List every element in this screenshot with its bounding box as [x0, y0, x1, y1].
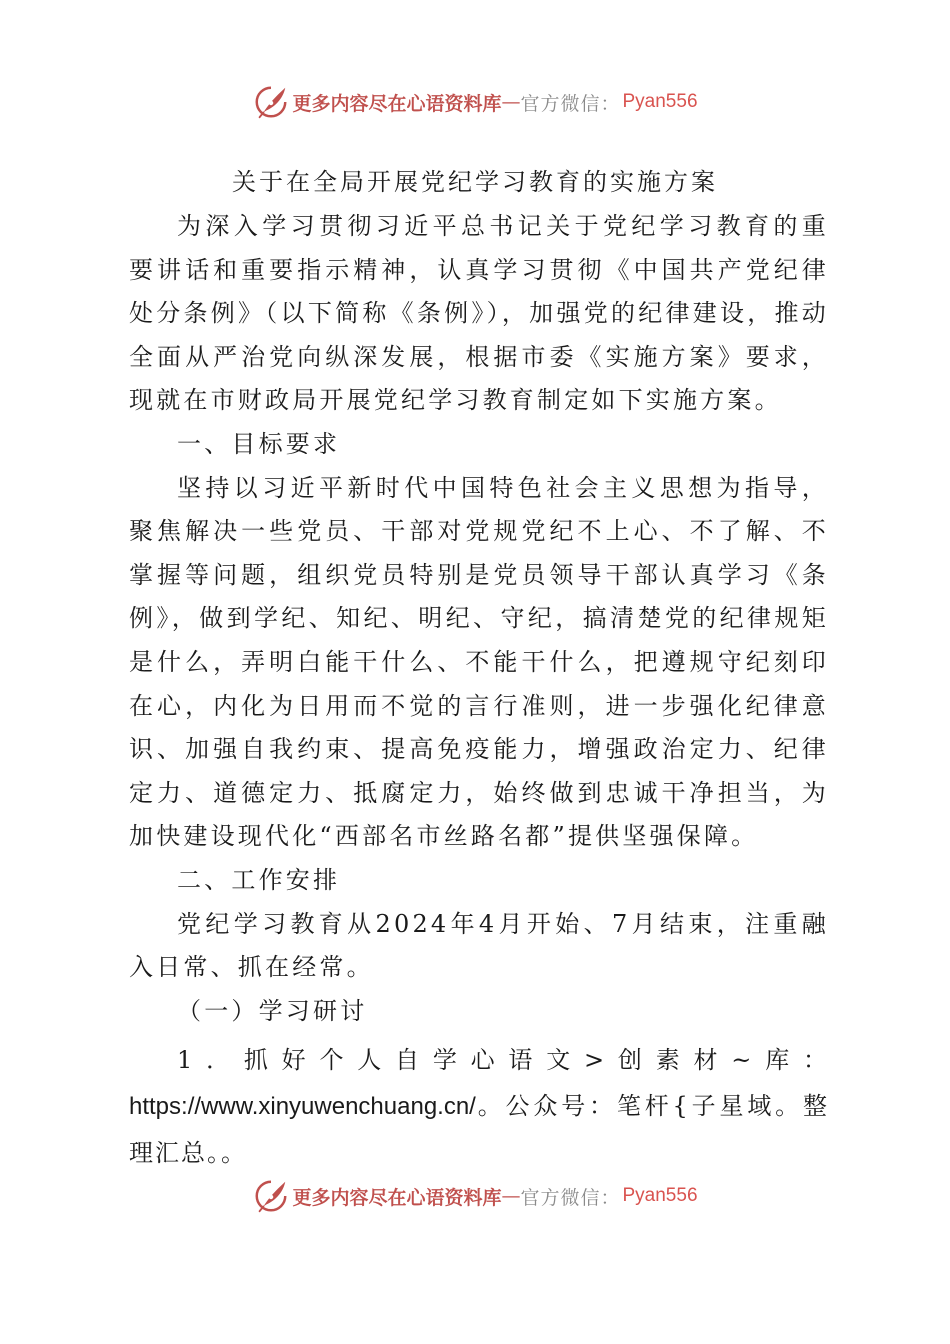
item-paragraph-self-study	[129, 1037, 829, 1176]
watermark-dash: —	[501, 1185, 521, 1207]
section-heading-goals: 一、目标要求	[177, 429, 341, 458]
watermark-official-label: 官方微信：	[520, 92, 621, 115]
watermark-official-label: 官方微信：	[520, 1186, 621, 1209]
goals-paragraph: 坚持以习近平新时代中国特色社会主义思想为指导，聚焦解决一些党员、干部对党规党纪不上心、不了解、不掌握等问题，组织党员特别是党员领导干部认真学习《条例》，做到学纪、知纪、明纪、守纪，搞清楚党的纪律规矩是什么，弄明白能干什么、不能干什么，把遵规守纪刻印在心，内化为日用而不觉的言行准则，进一步强化纪律意识、加强自我约束、提高免疫能力，增强政治定力、纪律定力、道德定力、抵腐定力，始终做到忠诚干净担当，为加快建设现代化“西部名市丝路名都”提供坚强保障。	[129, 473, 829, 851]
item-lead-text: 1．抓好个人自学心语文>创素材~库：	[177, 1046, 829, 1075]
header-watermark	[0, 80, 950, 124]
intro-paragraph: 为深入学习贯彻习近平总书记关于党纪学习教育的重要讲话和重要指示精神，认真学习贯彻《中国共产党纪律处分条例》（以下简称《条例》），加强党的纪律建设，推动全面从严治党向纵深发展，根据市委《实施方案》要求，现就在市财政局开展党纪学习教育制定如下实施方案。	[129, 212, 829, 415]
watermark-wechat-id: Pyan556	[622, 91, 698, 112]
quill-logo-icon	[252, 83, 290, 121]
watermark-dash: —	[501, 91, 521, 113]
subsection-heading-study: （一）学习研讨	[177, 996, 368, 1025]
document-title: 关于在全局开展党纪学习教育的实施方案	[232, 168, 718, 196]
item-url-text: https://www.xinyuwenchuang.cn/	[129, 1093, 476, 1121]
watermark-library-text: 更多内容尽在心语资料库	[292, 92, 502, 115]
watermark-library-text: 更多内容尽在心语资料库	[292, 1186, 502, 1209]
quill-logo-icon	[252, 1177, 290, 1215]
item-tail-text: 。公众号：笔杆{子星域。整理汇总。。	[129, 1092, 829, 1168]
document-body	[129, 205, 829, 1176]
footer-watermark	[0, 1174, 950, 1218]
watermark-wechat-id: Pyan556	[622, 1185, 698, 1206]
section-heading-arrangement: 二、工作安排	[177, 865, 341, 894]
arrangement-paragraph: 党纪学习教育从2024年4月开始、7月结束，注重融入日常、抓在经常。	[129, 909, 829, 982]
